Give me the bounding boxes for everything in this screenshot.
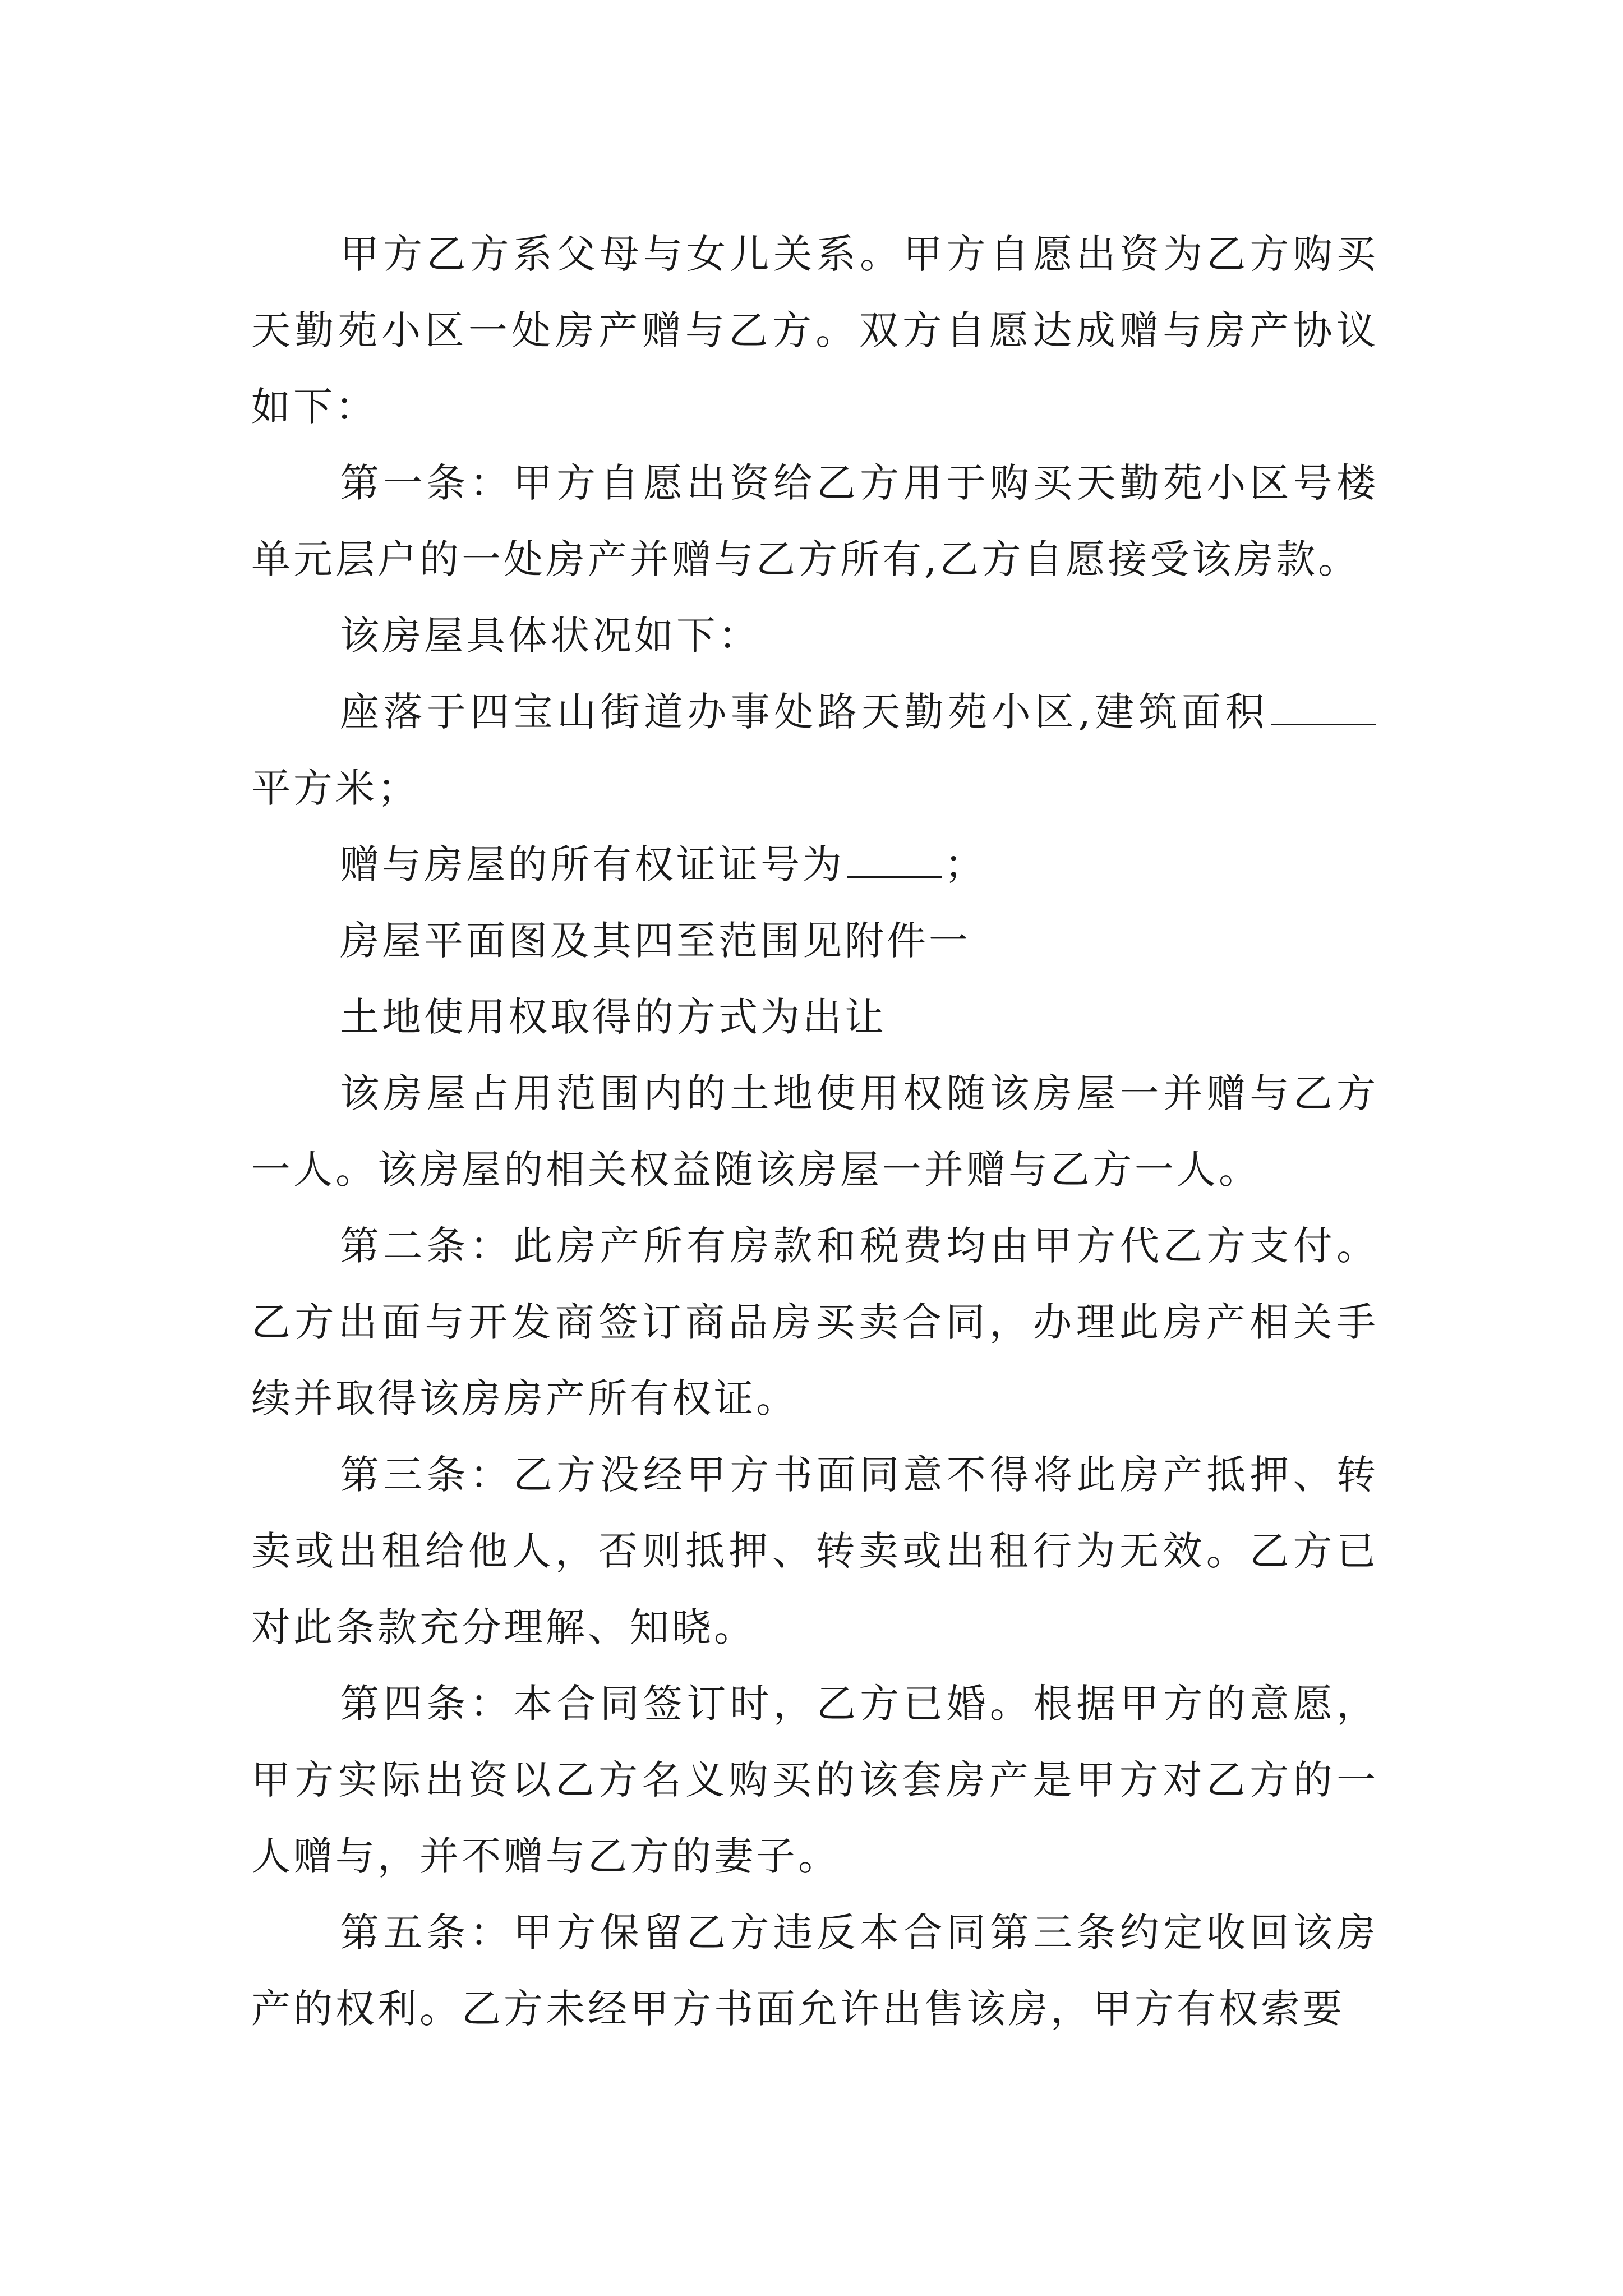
paragraph-article-3: 第三条：乙方没经甲方书面同意不得将此房产抵押、转卖或出租给他人，否则抵押、转卖或出租行为无效。乙方已对此条款充分理解、知晓。 [251,1452,1378,1650]
paragraph-land-rights: 该房屋占用范围内的土地使用权随该房屋一并赠与乙方一人。该房屋的相关权益随该房屋一并赠与乙方一人。 [251,1070,1378,1193]
paragraph-article-2: 第二条：此房产所有房款和税费均由甲方代乙方支付。乙方出面与开发商签订商品房买卖合同，办理此房产相关手续并取得该房房产所有权证。 [251,1223,1378,1421]
paragraph-article-1: 第一条：甲方自愿出资给乙方用于购买天勤苑小区号楼单元层户的一处房产并赠与乙方所有,乙方自愿接受该房款。 [251,460,1378,582]
certificate-end-text: ； [944,841,986,887]
paragraph-article-4: 第四条：本合同签订时，乙方已婚。根据甲方的意愿，甲方实际出资以乙方名义购买的该套房产是甲方对乙方的一人赠与，并不赠与乙方的妻子。 [251,1681,1378,1879]
location-text: 座落于四宝山街道办事处路天勤苑小区,建筑面积 [340,689,1269,735]
area-blank [1271,689,1376,725]
paragraph-house-status: 该房屋具体状况如下： [340,613,760,659]
paragraph-land-use: 土地使用权取得的方式为出让 [340,994,887,1040]
paragraph-certificate [251,826,1378,903]
paragraph-article-5: 第五条：甲方保留乙方违反本合同第三条约定收回该房产的权利。乙方未经甲方书面允许出售该房，甲方有权索要 [251,1910,1378,2032]
certificate-number-blank [847,841,942,878]
paragraph-intro: 甲方乙方系父母与女儿关系。甲方自愿出资为乙方购买天勤苑小区一处房产赠与乙方。双方自愿达成赠与房产协议如下： [251,231,1378,430]
certificate-text: 赠与房屋的所有权证证号为 [340,841,845,887]
document-body [251,216,1378,2047]
paragraph-location [251,674,1378,826]
area-unit-text: 平方米； [251,765,419,811]
paragraph-floor-plan: 房屋平面图及其四至范围见附件一 [340,918,971,964]
